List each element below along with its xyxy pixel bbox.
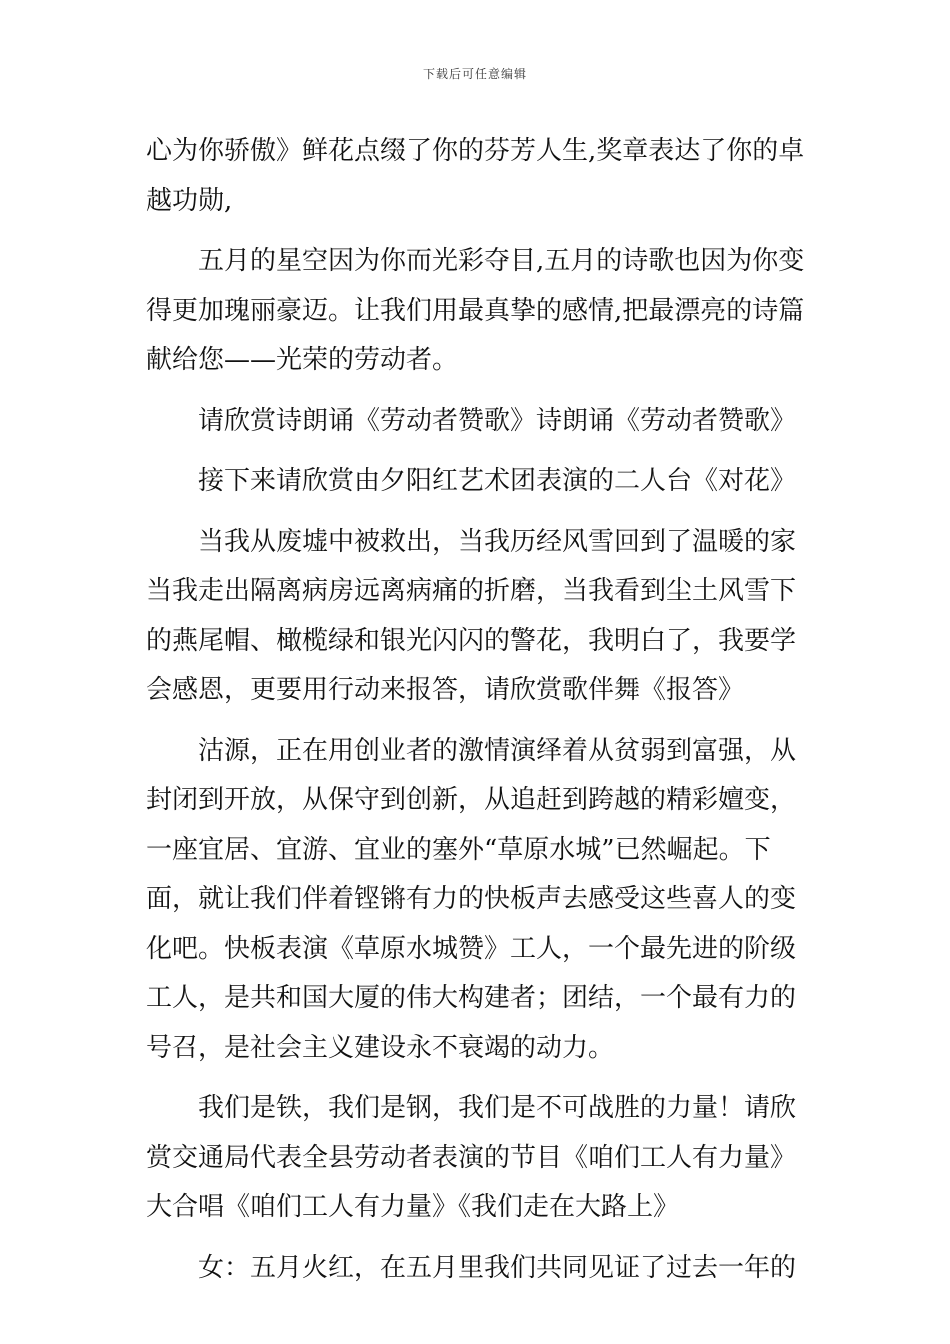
document-body — [146, 127, 810, 1304]
text-line: 一座宜居、宜游、宜业的塞外“草原水城”已然崛起。下 — [146, 834, 771, 865]
text-line: 请欣赏诗朗诵《劳动者赞歌》诗朗诵《劳动者赞歌》 — [198, 405, 797, 436]
text-line: 封闭到开放，从保守到创新，从追赶到跨越的精彩嬗变， — [146, 785, 797, 815]
paragraph — [146, 1244, 810, 1294]
text-line: 我们是铁，我们是钢，我们是不可战胜的力量！请欣 — [198, 1093, 797, 1123]
paragraph — [146, 457, 810, 507]
text-line: 号召，是社会主义建设永不衰竭的动力。 — [146, 1032, 615, 1063]
text-line: 赏交通局代表全县劳动者表演的节目《咱们工人有力量》 — [146, 1142, 797, 1173]
text-line: 越功勋, — [146, 185, 233, 216]
text-line: 当我走出隔离病房远离病痛的折磨，当我看到尘土风雪下 — [146, 576, 797, 606]
paragraph — [146, 1084, 810, 1233]
page-header: 下载后可任意编辑 — [422, 67, 527, 81]
text-line: 当我从废墟中被救出，当我历经风雪回到了温暖的家 — [198, 526, 797, 557]
text-line: 接下来请欣赏由夕阳红艺术团表演的二人台《对花》 — [198, 466, 797, 496]
text-line: 的燕尾帽、橄榄绿和银光闪闪的警花，我明白了，我要学 — [146, 625, 797, 656]
paragraph — [146, 237, 810, 386]
paragraph — [146, 518, 810, 716]
paragraph — [146, 397, 810, 447]
text-line: 心为你骄傲》鲜花点缀了你的芬芳人生,奖章表达了你的卓 — [146, 136, 805, 166]
paragraph — [146, 727, 810, 1074]
text-line: 会感恩，更要用行动来报答，请欣赏歌伴舞《报答》 — [146, 675, 745, 705]
text-line: 女：五月火红，在五月里我们共同见证了过去一年的 — [198, 1252, 797, 1283]
text-line: 得更加瑰丽豪迈。让我们用最真挚的感情,把最漂亮的诗篇 — [146, 295, 805, 326]
text-line: 五月的星空因为你而光彩夺目,五月的诗歌也因为你变 — [198, 246, 805, 276]
text-line: 献给您——光荣的劳动者。 — [146, 345, 459, 375]
text-line: 沽源，正在用创业者的激情演绎着从贫弱到富强，从 — [198, 735, 797, 766]
text-line: 面，就让我们伴着铿锵有力的快板声去感受这些喜人的变 — [146, 884, 797, 914]
text-line: 大合唱《咱们工人有力量》《我们走在大路上》 — [146, 1192, 680, 1222]
paragraph — [146, 127, 810, 226]
text-line: 工人，是共和国大厦的伟大构建者；团结，一个最有力的 — [146, 983, 797, 1013]
text-line: 化吧。快板表演《草原水城赞》工人，一个最先进的阶级 — [146, 933, 797, 964]
